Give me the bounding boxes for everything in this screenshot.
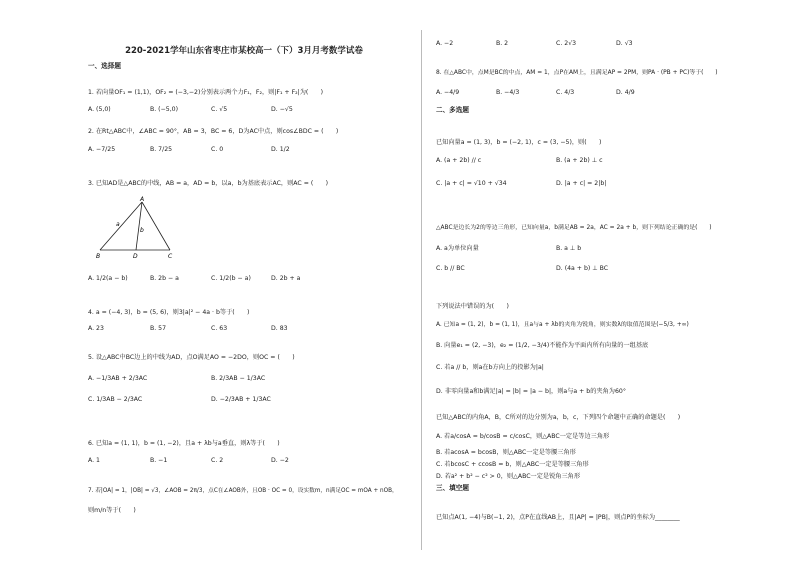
q7-option-d: D. √3 [616,40,633,47]
question-10: △ABC是边长为2的等边三角形，已知向量a，b满足AB = 2a，AC = 2a + b，则下列结论正确的是( ) [436,225,712,231]
q10-option-c: C. b // BC [436,265,465,272]
q3-option-b: B. 2b − a [150,275,179,282]
q9-option-a: A. (a + 2b) // c [436,157,482,164]
q5-option-a: A. −1/3AB + 2/3AC [88,375,148,382]
column-divider [421,30,422,550]
q1-option-c: C. √5 [211,106,228,113]
q4-option-d: D. 83 [271,325,288,332]
section-choice: 一、选择题 [88,62,121,70]
q6-option-b: B. −1 [150,457,168,464]
question-5: 5. 设△ABC中BC边上的中线为AD，点O满足AO = −2DO，则OC = ( ) [88,354,295,361]
q4-option-a: A. 23 [88,325,104,332]
q10-option-b: B. a ⊥ b [556,245,582,252]
q6-option-c: C. 2 [211,457,224,464]
q3-option-c: C. 1/2(b − a) [211,275,251,282]
q12-option-b: B. 若acosA = bcosB，则△ABC一定是等腰三角形 [436,449,576,456]
q7-option-c: C. 2√3 [556,40,577,47]
q12-option-a: A. 若a/cosA = b/cosB = c/cosC，则△ABC一定是等边三角形 [436,433,610,440]
q10-option-d: D. (4a + b) ⊥ BC [556,265,609,272]
q6-option-d: D. −2 [271,457,289,464]
section-fill: 三、填空题 [436,484,469,492]
exam-title: 220-2021学年山东省枣庄市某校高一（下）3月月考数学试卷 [125,46,363,56]
q1-option-a: A. (5,0) [88,106,111,113]
q3-option-d: D. 2b + a [271,275,301,282]
q10-option-a: A. a为单位向量 [436,245,479,252]
q7-option-b: B. 2 [496,40,509,47]
q2-option-c: C. 0 [211,146,224,153]
q11-option-c: C. 若a // b，则a在b方向上的投影为|a| [436,364,544,371]
q2-option-b: B. 7/25 [150,146,173,153]
section-multi: 二、多选题 [436,106,469,114]
q2-option-a: A. −7/25 [88,146,116,153]
q7-option-a: A. −2 [436,40,454,47]
label-d: D [133,253,138,260]
label-b: B [96,253,101,260]
q2-option-d: D. 1/2 [271,146,290,153]
question-11: 下列说法中错误的为( ) [436,303,509,310]
q6-option-a: A. 1 [88,457,100,464]
question-2: 2. 在Rt△ABC中，∠ABC = 90°，AB = 3，BC = 6，D为AC中点，则cos∠BDC = ( ) [88,128,339,135]
question-8: 8. 在△ABC中，点M是BC的中点，AM = 1，点P在AM上，且满足AP = 2PM，则PA · (PB + PC)等于( ) [436,70,718,76]
question-7-line1: 7. 若|OA| = 1，|OB| = √3，∠AOB = 2π/3，点C在∠AOB外，且OB · OC = 0，设实数m，n满足OC = mOA + nOB， [88,488,398,494]
side-ab [100,202,142,250]
question-6: 6. 已知a = (1, 1)，b = (1, −2)，且a + λb与a垂直，则λ等于( ) [88,440,280,447]
q5-option-b: B. 2/3AB − 1/3AC [211,375,266,382]
q1-option-b: B. (−5,0) [150,106,179,113]
q4-option-c: C. 63 [211,325,228,332]
median-ad [136,202,142,250]
q1-option-d: D. −√5 [271,106,293,113]
q3-option-a: A. 1/2(a − b) [88,275,128,282]
question-4: 4. a = (−4, 3)，b = (5, 6)，则3|a|² − 4a · b等于( ) [88,309,250,316]
triangle-figure [94,194,184,264]
q11-option-d: D. 非零向量a和b满足|a| = |b| = |a − b|，则a与a + b的夹角为60° [436,388,626,395]
q11-option-b: B. 向量e₁ = (2, −3)，e₂ = (1/2, −3/4)不能作为平面内所有向量的一组基底 [436,342,649,349]
q8-option-c: C. 4/3 [556,89,575,96]
label-vec-a: a [116,221,120,228]
question-13: 已知点A(1, −4)与B(−1, 2)，点P在直线AB上，且|AP| = |PB|，则点P的坐标为________ [436,514,680,521]
q9-option-b: B. (a + 2b) ⊥ c [556,157,603,164]
label-vec-b: b [140,227,144,234]
question-9: 已知向量a = (1, 3)，b = (−2, 1)，c = (3, −5)，则( ) [436,139,602,146]
q12-option-c: C. 若bcosC + ccosB = b，则△ABC一定是等腰三角形 [436,461,589,468]
q8-option-b: B. −4/3 [496,89,520,96]
question-7-line2: 则m/n等于( ) [88,507,136,514]
q8-option-a: A. −4/9 [436,89,460,96]
q8-option-d: D. 4/9 [616,89,635,96]
q12-option-d: D. 若a² + b² − c² > 0，则△ABC一定是锐角三角形 [436,473,581,480]
q9-option-c: C. |a + c| = √10 + √34 [436,180,507,187]
q5-option-d: D. −2/3AB + 1/3AC [211,396,271,403]
side-ac [142,202,170,250]
q11-option-a: A. 已知a = (1, 2)，b = (1, 1)，且a与a + λb的夹角为锐角，则实数λ的取值范围是(−5/3, +∞) [436,322,689,328]
question-3: 3. 已知AD是△ABC的中线，AB = a，AD = b，以a，b为基底表示AC，则AC = ( ) [88,180,329,187]
question-1: 1. 若向量OF₁ = (1,1)，OF₂ = (−3,−2)分别表示两个力F₁，F₂，则|F₁ + F₂|为( ) [88,89,324,96]
label-c: C [168,253,173,260]
q9-option-d: D. |a + c| = 2|b| [556,180,607,187]
q4-option-b: B. 57 [150,325,167,332]
label-a: A [140,196,145,203]
q5-option-c: C. 1/3AB − 2/3AC [88,396,143,403]
question-12: 已知△ABC的内角A，B，C所对的边分别为a，b，c，下列四个命题中正确的命题是( ) [436,414,681,421]
